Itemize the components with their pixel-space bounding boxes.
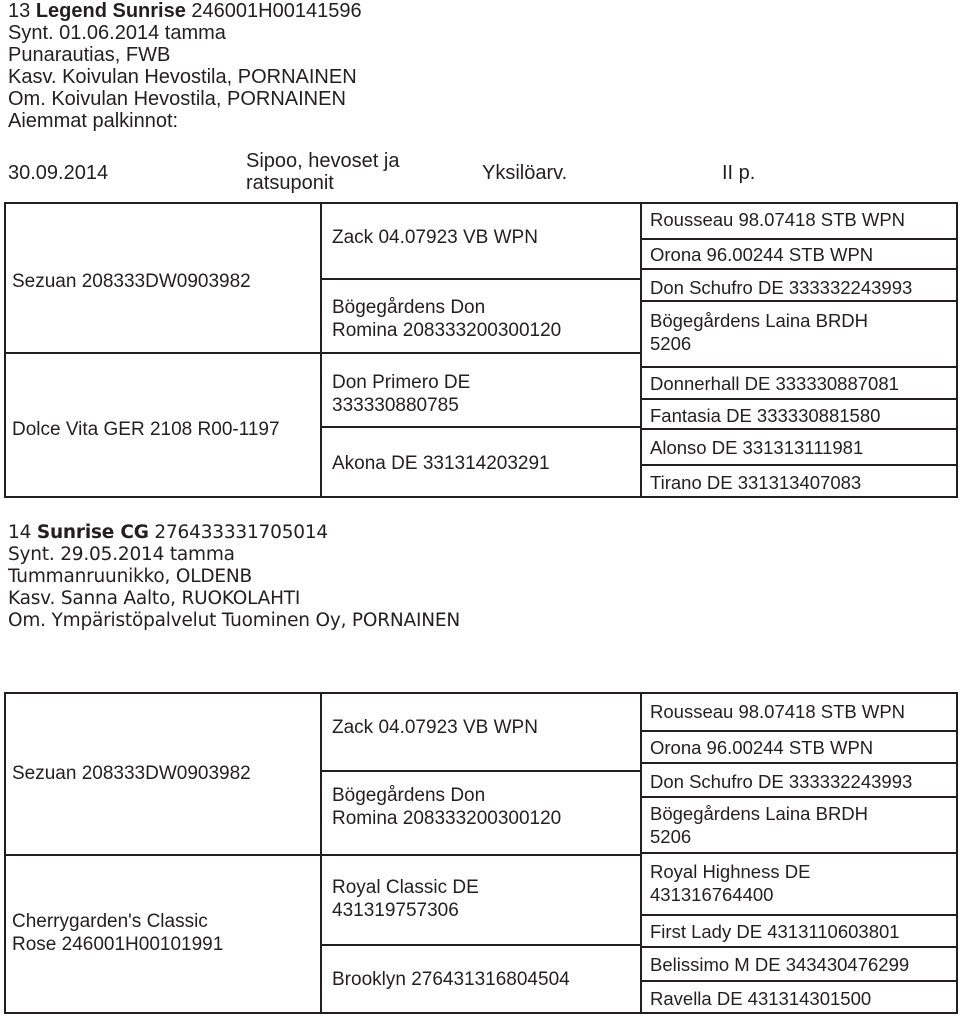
sire-cell xyxy=(6,204,320,352)
birth-info: Synt. 29.05.2014 tamma xyxy=(8,544,235,565)
sd-cell xyxy=(322,278,640,352)
entry-title xyxy=(8,522,460,544)
ddd: Tirano DE 331313407083 xyxy=(650,472,862,493)
ss-cell xyxy=(322,204,640,278)
award-place: Sipoo, hevoset ja ratsuponit xyxy=(246,150,400,194)
sire: Sezuan 208333DW0903982 xyxy=(12,271,251,292)
dam: Cherrygarden's Classic Rose 246001H00101991 xyxy=(12,911,224,955)
sire: Sezuan 208333DW0903982 xyxy=(12,763,251,784)
registration-number: 246001H00141596 xyxy=(191,0,362,22)
sire-dam: Bögegårdens Don Romina 208333200300120 xyxy=(332,785,562,829)
ssd: Orona 96.00244 STB WPN xyxy=(650,244,874,265)
pedigree-grandparents xyxy=(322,694,642,1012)
breeder: Kasv. Koivulan Hevostila, PORNAINEN xyxy=(8,66,357,88)
owner: Om. Koivulan Hevostila, PORNAINEN xyxy=(8,88,346,110)
sire-sire: Zack 04.07923 VB WPN xyxy=(332,717,538,738)
sss: Rousseau 98.07418 STB WPN xyxy=(650,209,906,230)
sire-cell xyxy=(6,694,320,854)
sire-sire: Zack 04.07923 VB WPN xyxy=(332,227,538,248)
dam-cell xyxy=(6,352,320,496)
entry-number: 13 xyxy=(8,0,31,22)
sire-dam: Bögegårdens Don Romina 208333200300120 xyxy=(332,297,562,341)
dam-cell xyxy=(6,854,320,1012)
entry-13-header xyxy=(8,0,362,132)
horse-name: Sunrise CG xyxy=(36,522,149,543)
entry-title xyxy=(8,0,362,22)
pedigree-great-grandparents xyxy=(642,694,956,1012)
color-breed: Tummanruunikko, OLDENB xyxy=(8,566,253,587)
entry-number: 14 xyxy=(8,522,32,543)
pedigree-table xyxy=(4,692,958,1014)
entry-14-header xyxy=(8,522,460,632)
sdd: Bögegårdens Laina BRDH 5206 xyxy=(650,803,869,847)
dsd: Fantasia DE 333330881580 xyxy=(650,405,881,426)
dam: Dolce Vita GER 2108 R00-1197 xyxy=(12,419,280,440)
dam-sire: Don Primero DE 333330880785 xyxy=(332,372,471,416)
ddd: Ravella DE 431314301500 xyxy=(650,988,872,1009)
pedigree-table xyxy=(4,202,958,498)
pedigree-grandparents xyxy=(322,204,642,496)
award-class: Yksilöarv. xyxy=(482,162,568,184)
color-breed: Punarautias, FWB xyxy=(8,44,171,66)
ssd: Orona 96.00244 STB WPN xyxy=(650,737,874,758)
horse-name: Legend Sunrise xyxy=(35,0,186,22)
owner: Om. Ympäristöpalvelut Tuominen Oy, PORNAINEN xyxy=(8,610,461,631)
pedigree-parents xyxy=(6,204,322,496)
dds: Alonso DE 331313111981 xyxy=(650,437,864,458)
dsd: First Lady DE 4313110603801 xyxy=(650,921,900,942)
dam-dam: Brooklyn 276431316804504 xyxy=(332,969,570,990)
sds: Don Schufro DE 333332243993 xyxy=(650,771,913,792)
ds-cell xyxy=(322,352,640,426)
birth-info: Synt. 01.06.2014 tamma xyxy=(8,22,226,44)
dss: Royal Highness DE 431316764400 xyxy=(650,861,811,905)
dd-cell xyxy=(322,944,640,1012)
pedigree-parents xyxy=(6,694,322,1012)
breeder: Kasv. Sanna Aalto, RUOKOLAHTI xyxy=(8,588,301,609)
previous-awards-label: Aiemmat palkinnot: xyxy=(8,110,179,132)
award-date: 30.09.2014 xyxy=(8,162,109,184)
award-row xyxy=(0,150,960,200)
sd-cell xyxy=(322,770,640,854)
ds-cell xyxy=(322,854,640,944)
sss: Rousseau 98.07418 STB WPN xyxy=(650,701,906,722)
sdd: Bögegårdens Laina BRDH 5206 xyxy=(650,310,869,354)
registration-number: 276433331705014 xyxy=(154,522,328,543)
dss: Donnerhall DE 333330887081 xyxy=(650,373,899,394)
dd-cell xyxy=(322,426,640,496)
ss-cell xyxy=(322,694,640,770)
dam-dam: Akona DE 331314203291 xyxy=(332,453,550,474)
award-prize: II p. xyxy=(722,162,756,184)
dds: Belissimo M DE 343430476299 xyxy=(650,954,910,975)
pedigree-great-grandparents xyxy=(642,204,956,496)
dam-sire: Royal Classic DE 431319757306 xyxy=(332,877,479,921)
sds: Don Schufro DE 333332243993 xyxy=(650,277,913,298)
